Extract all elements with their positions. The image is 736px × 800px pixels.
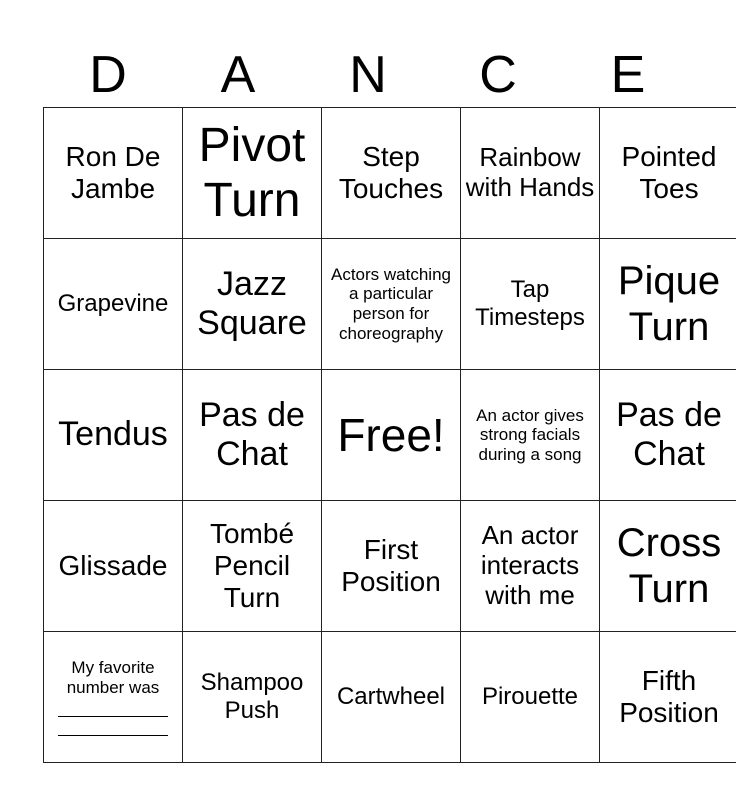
bingo-cell-r1c2[interactable] xyxy=(183,108,322,239)
bingo-board xyxy=(43,107,736,763)
cell-text: Pirouette xyxy=(481,683,579,711)
free-space-cell[interactable] xyxy=(322,370,461,501)
bingo-cell-r4c2[interactable] xyxy=(183,501,322,632)
cell-text: Tap Timesteps xyxy=(475,276,585,331)
cell-text: An actor interacts with me xyxy=(480,520,580,610)
cell-text: Ron De Jambe xyxy=(65,140,161,204)
bingo-header xyxy=(43,46,693,104)
cell-text: Glissade xyxy=(58,549,168,581)
bingo-cell-r2c2[interactable] xyxy=(183,239,322,370)
bingo-cell-r1c4[interactable] xyxy=(461,108,600,239)
bingo-cell-r3c4[interactable] xyxy=(461,370,600,501)
cell-text: Grapevine xyxy=(57,290,169,318)
cell-text: Pivot Turn xyxy=(198,118,306,227)
cell-text: Rainbow with Hands xyxy=(465,142,595,202)
board-row-3 xyxy=(44,370,736,501)
header-letter-e: E xyxy=(610,46,646,104)
bingo-cell-r5c2[interactable] xyxy=(183,632,322,763)
cell-text: Cartwheel xyxy=(336,683,446,711)
cell-text: Pointed Toes xyxy=(621,140,717,204)
bingo-cell-r1c1[interactable] xyxy=(44,108,183,239)
cell-text: Actors watching a particular person for choreography xyxy=(331,264,451,343)
bingo-cell-r3c2[interactable] xyxy=(183,370,322,501)
bingo-cell-r2c5[interactable] xyxy=(600,239,736,370)
header-letter-a: A xyxy=(220,46,256,104)
cell-text: Tendus xyxy=(58,415,168,454)
cell-text: Pas de Chat xyxy=(199,395,305,473)
bingo-cell-r2c3[interactable] xyxy=(322,239,461,370)
bingo-cell-r1c3[interactable] xyxy=(322,108,461,239)
bingo-cell-r4c1[interactable] xyxy=(44,501,183,632)
bingo-cell-r5c1[interactable] xyxy=(44,632,183,763)
cell-text: Tombé Pencil Turn xyxy=(209,517,295,614)
board-row-1 xyxy=(44,108,736,239)
cell-text: Pique Turn xyxy=(617,259,721,349)
bingo-cell-r4c4[interactable] xyxy=(461,501,600,632)
bingo-cell-r4c3[interactable] xyxy=(322,501,461,632)
bingo-cell-r5c4[interactable] xyxy=(461,632,600,763)
bingo-cell-r5c3[interactable] xyxy=(322,632,461,763)
write-in-line-2 xyxy=(58,721,168,736)
cell-text: My favorite number was xyxy=(66,658,160,697)
cell-text: Jazz Square xyxy=(197,264,307,342)
bingo-cell-r3c5[interactable] xyxy=(600,370,736,501)
cell-text: Step Touches xyxy=(338,140,444,204)
bingo-cell-r1c5[interactable] xyxy=(600,108,736,239)
bingo-cell-r2c4[interactable] xyxy=(461,239,600,370)
cell-text: Pas de Chat xyxy=(616,395,722,473)
board-row-4 xyxy=(44,501,736,632)
cell-text: Cross Turn xyxy=(616,521,722,611)
header-letter-n: N xyxy=(349,46,387,104)
bingo-cell-r4c5[interactable] xyxy=(600,501,736,632)
bingo-cell-r2c1[interactable] xyxy=(44,239,183,370)
cell-text: Fifth Position xyxy=(619,664,719,728)
cell-text: Shampoo Push xyxy=(200,669,304,724)
header-letter-c: C xyxy=(479,46,517,104)
bingo-cell-r5c5[interactable] xyxy=(600,632,736,763)
bingo-cell-r3c1[interactable] xyxy=(44,370,183,501)
cell-text: An actor gives strong facials during a song xyxy=(476,405,584,464)
board-row-5 xyxy=(44,632,736,763)
write-in-line-1 xyxy=(58,702,168,717)
cell-text: First Position xyxy=(341,533,441,597)
free-space-text: Free! xyxy=(337,408,445,461)
board-row-2 xyxy=(44,239,736,370)
header-letter-d: D xyxy=(89,46,127,104)
